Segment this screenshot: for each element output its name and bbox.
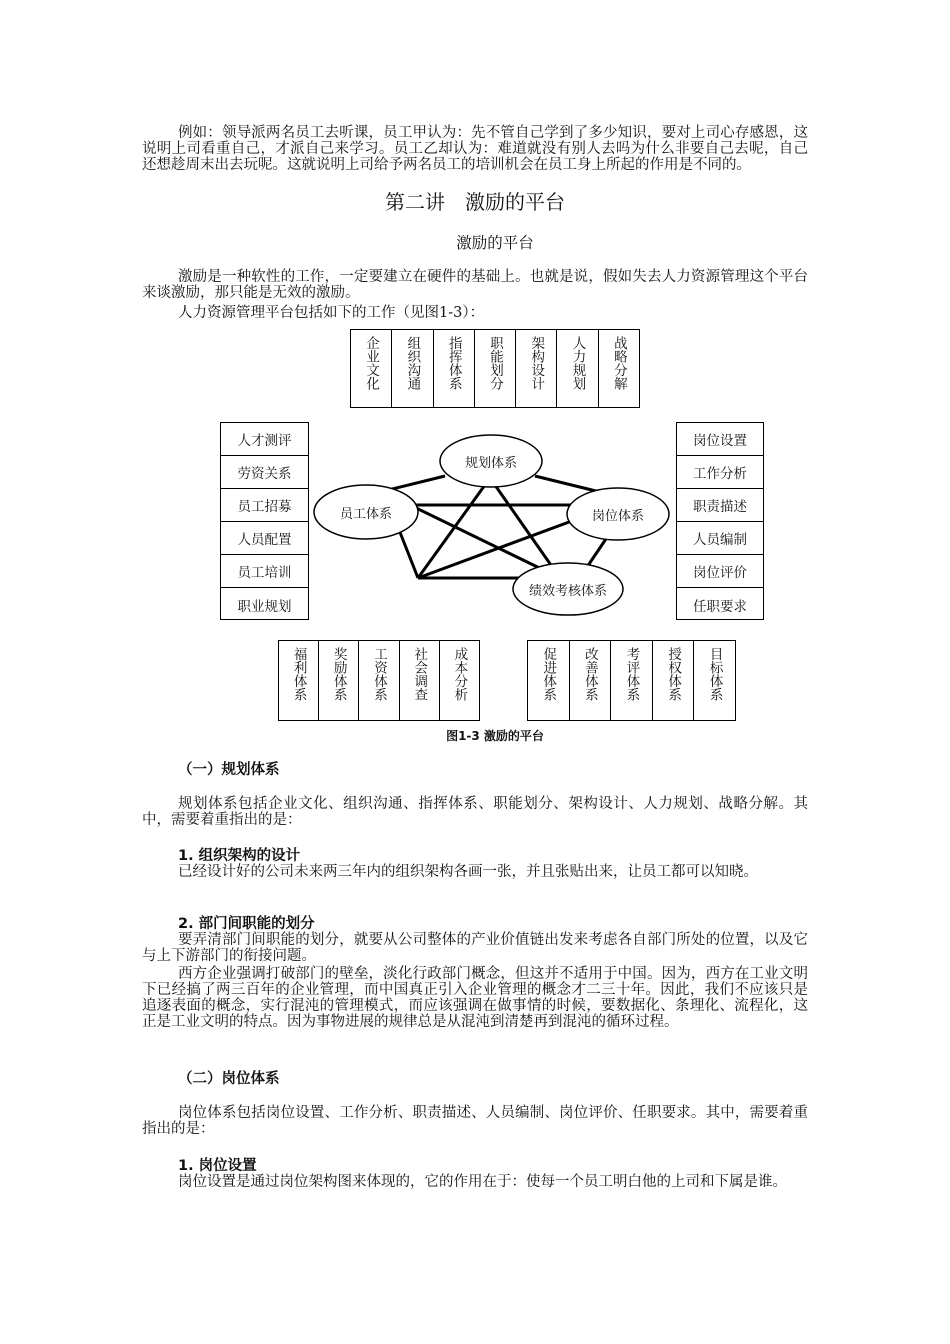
section-1-subtitle-1: 1. 组织架构的设计 [178, 848, 301, 864]
section-2-subtitle-1: 1. 岗位设置 [178, 1158, 257, 1174]
left-box-group [220, 422, 309, 620]
section-1-title: （一）规划体系 [178, 762, 280, 778]
left-box: 职业规划 [237, 598, 292, 615]
top-box: 组织沟通 [392, 330, 433, 407]
section-2-title: （二）岗位体系 [178, 1071, 280, 1087]
figure-caption: 图1-3 激励的平台 [446, 729, 544, 743]
right-box: 工作分析 [677, 456, 763, 489]
section-2-sub-1-paragraph: 岗位设置是通过岗位架构图来体现的，它的作用在于：使每一个员工明白他的上司和下属是谁。 [178, 1174, 787, 1190]
right-box: 人员编制 [677, 522, 763, 555]
top-box-group [350, 329, 640, 408]
section-title: 激励的平台 [456, 234, 534, 252]
top-box: 指挥体系 [434, 330, 475, 407]
top-box: 企业文化 [351, 330, 392, 407]
right-box: 任职要求 [693, 598, 747, 615]
bottom-right-box: 考评体系 [611, 641, 653, 720]
right-box: 职责描述 [677, 489, 763, 522]
bottom-left-box: 成本分析 [451, 647, 468, 701]
intro-paragraph: 例如：领导派两名员工去听课，员工甲认为：先不管自己学到了多少知识，要对上司心存感恩，这说明上司看重自己，才派自己来学习。员工乙却认为：难道就没有别人去吗为什么非要自己去呢，自己还想趁周末出去玩呢。这就说明上司给予两名员工的培训机会在员工身上所起的作用是不同的。 [142, 125, 808, 173]
bottom-left-box: 福利体系 [279, 641, 319, 720]
section-1-sub-1-paragraph: 已经设计好的公司未来两三年内的组织架构各画一张，并且张贴出来，让员工都可以知晓。 [178, 864, 758, 880]
section-1-subtitle-2: 2. 部门间职能的划分 [178, 916, 315, 932]
paragraph-1: 激励是一种软性的工作，一定要建立在硬件的基础上。也就是说，假如失去人力资源管理这个平台来谈激励，那只能是无效的激励。 [142, 269, 808, 301]
node-position-label: 岗位体系 [591, 509, 644, 524]
bottom-right-box: 授权体系 [653, 641, 695, 720]
bottom-right-box: 改善体系 [570, 641, 612, 720]
left-box: 人员配置 [221, 522, 308, 555]
bottom-right-box-group [527, 640, 736, 721]
left-box: 员工招募 [221, 489, 308, 522]
lecture-title: 第二讲 激励的平台 [385, 190, 565, 214]
left-box: 员工培训 [221, 555, 308, 588]
right-box: 岗位评价 [677, 555, 763, 588]
bottom-left-box: 工资体系 [359, 641, 399, 720]
top-box: 战略分解 [610, 336, 627, 390]
section-1-sub-2-paragraph-2: 西方企业强调打破部门的壁垒，淡化行政部门概念，但这并不适用于中国。因为，西方在工业文明下已经搞了两三百年的企业管理，而中国真正引入企业管理的概念才二三十年。因此，我们不应该只是追逐表面的概念，实行混沌的管理模式，而应该强调在做事情的时候，要数据化、条理化、流程化，这正是工业文明的特点。因为事物进展的规律总是从混沌到清楚再到混沌的循环过程。 [142, 966, 808, 1030]
bottom-right-box: 促进体系 [528, 641, 570, 720]
right-box: 岗位设置 [677, 423, 763, 456]
section-1-paragraph: 规划体系包括企业文化、组织沟通、指挥体系、职能划分、架构设计、人力规划、战略分解。其中，需要着重指出的是： [142, 796, 808, 828]
bottom-left-box-group [278, 640, 480, 721]
left-box: 劳资关系 [221, 456, 308, 489]
node-employee-label: 员工体系 [339, 507, 392, 522]
bottom-right-box: 目标体系 [706, 647, 723, 701]
top-box: 人力规划 [557, 330, 598, 407]
right-box-group [676, 422, 764, 620]
section-2-paragraph: 岗位体系包括岗位设置、工作分析、职责描述、人员编制、岗位评价、任职要求。其中，需要着重指出的是： [142, 1105, 808, 1137]
bottom-left-box: 奖励体系 [319, 641, 359, 720]
top-box: 架构设计 [516, 330, 557, 407]
top-box: 职能划分 [475, 330, 516, 407]
left-box: 人才测评 [221, 423, 308, 456]
node-performance-label: 绩效考核体系 [528, 584, 607, 599]
paragraph-2: 人力资源管理平台包括如下的工作（见图1-3）： [178, 305, 485, 321]
section-1-sub-2-paragraph-1: 要弄清部门间职能的划分，就要从公司整体的产业价值链出发来考虑各自部门所处的位置，以及它与上下游部门的衔接问题。 [142, 932, 808, 964]
node-planning-label: 规划体系 [464, 456, 517, 471]
bottom-left-box: 社会调查 [400, 641, 440, 720]
edge-planning-position [535, 476, 600, 492]
